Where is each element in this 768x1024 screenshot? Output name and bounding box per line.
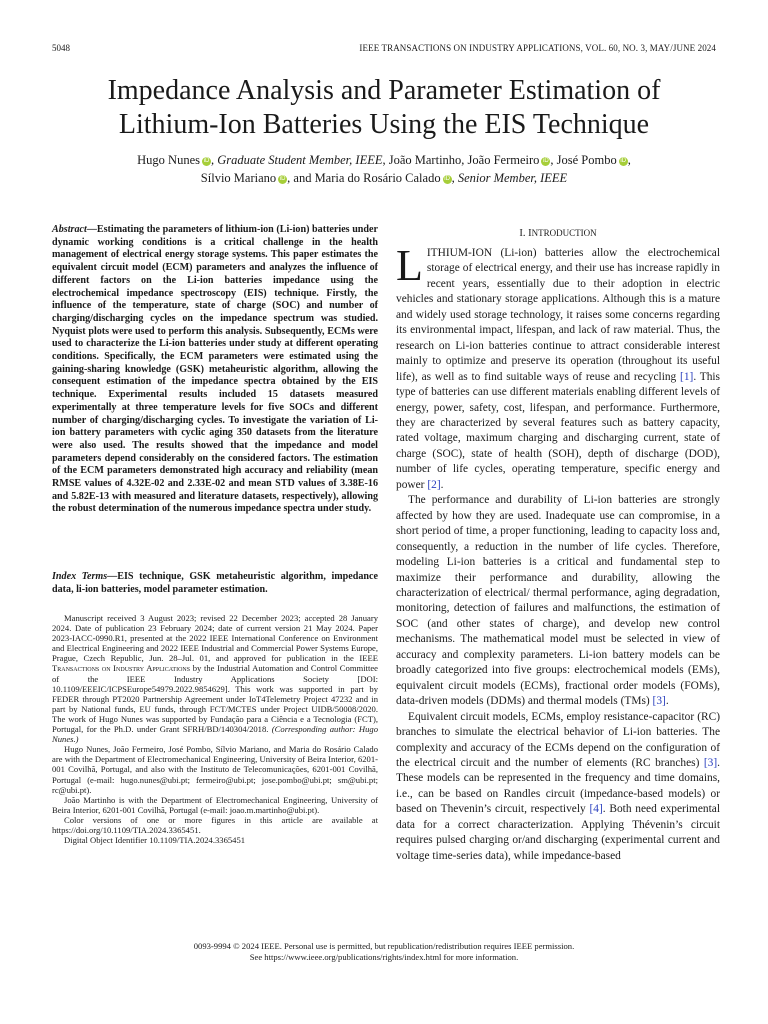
footnote-affiliation: Hugo Nunes, João Fermeiro, José Pombo, Sílvio Mariano, and Maria do Rosário Calado are with the Department of Electromechanical Engineering, University of Beira Interior, 6201-001 Covilhã, Portugal, and also with the Instituto de Telecomunicações, 6201-001 Covilhã, Portugal (e-mail: hugo.nunes@ubi.pt; fermeiro@ubi.pt; jose.pombo@ubi.pt; sm@ubi.pt; rc@ubi.pt). [52,744,378,795]
footnote-color-note: Color versions of one or more figures in this article are available at https://doi.org/10.1109/TIA.2024.3365451. [52,814,378,835]
author-name: , and Maria do Rosário Calado [287,171,441,185]
index-terms [52,571,378,596]
copyright-line: 0093-9994 © 2024 IEEE. Personal use is permitted, but republication/redistribution requires IEEE permission. [193,941,575,951]
paragraph [396,493,720,709]
index-terms-text: EIS technique, GSK metaheuristic algorithm, impedance data, li-ion batteries, model parameter estimation. [52,571,378,595]
section-title-initial: I [528,228,532,239]
paragraph-text: Equivalent circuit models, ECMs, employ resistance-capacitor (RC) branches to simulate the electrical behavior of Li-ion batteries. The complexity and accuracy of the ECMs depend on the configuration of the electrical circuit and the number of elements (RC branches) [396,710,720,769]
journal-header: IEEE TRANSACTIONS ON INDUSTRY APPLICATIONS, VOL. 60, NO. 3, MAY/JUNE 2024 [359,43,716,53]
rights-line: See https://www.ieee.org/publications/rights/index.html for more information. [249,951,519,962]
paragraph-text: (Li-ion) batteries allow the electrochemical storage of electrical energy, and their use has increase rapidly in recent years, essentially due to their adoption in electric vehicles and stationary storage applications. Although this is a mature and widely used storage technology, it raises some concerns regarding its environmental impact, lifespan, and lack of raw material. Thus, the research on Li-ion batteries continue to attract considerable interest mainly to optimize and preserve its operation (throughout its useful life), as well as to find suitable ways of reuse and recycling [396,247,720,383]
orcid-icon[interactable]: iD [444,176,450,182]
copyright-footer [52,941,716,962]
citation-link[interactable]: [3] [703,756,718,769]
author-name: Hugo Nunes [137,153,200,167]
paragraph-text: . [665,695,669,708]
citation-link[interactable]: [4] [589,803,603,816]
paragraph [396,241,720,493]
author-list [52,151,716,187]
author-membership: , Graduate Student Member, IEEE [210,153,383,167]
paragraph-text: . This type of batteries can use different materials enabling different levels of energy, power, safety, cost, lifespan, and performance. Furthermore, they are characterized by several features such as battery capacity, rated voltage, maximum charging and discharging current, state of charge (SOC), state of health (SOH), depth of discharge (DOD), number of life cycles, operating temperature, specific energy and power [396,370,720,491]
abstract-text: Estimating the parameters of lithium-ion (Li-ion) batteries under dynamic working conditions is a critical challenge in the health management of electrical energy storage systems. This paper estimates the equivalent circuit model (ECM) parameters and analyzes the influence of different factors on the Li-ion batteries impedance using the electrochemical impedance spectroscopy (EIS) technique. Firstly, the influence of the temperature, state of charge (SOC) and number of charging/discharging cycles on the impedance spectrum was studied. Nyquist plots were used to perform this analysis. Subsequently, ECMs were used to characterize the Li-ion batteries under study at different operating conditions. Specifically, the ECM parameters were estimated using the gaining-sharing knowledge (GSK) metaheuristic algorithm, allowing the consequent estimation of the impedance spectra obtained by the EIS technique. Experimental results included 15 datasets measured experimentally at three temperature levels for five SOCs and different number of charging/discharging cycles. To investigate the variation of Li-ion battery parameters with cyclic aging 350 datasets from the literature were also used. The results showed that the impedance and model parameters depend considerably on the considered factors. The estimation of the ECM parameters demonstrated high accuracy and reliability (mean RMSE values of 4.32E-02 and 2.33E-02 and mean STD values of 3.38E-16 and 5.82E-13 with measured and literature datasets, respectively), allowing the robust determination of the numerous impedance spectra under study. [52,224,378,515]
citation-link[interactable]: [2] [427,478,441,491]
footnote-manuscript [52,613,378,744]
paragraph [396,710,720,865]
orcid-icon[interactable]: iD [279,176,286,182]
citation-link[interactable]: [3] [652,695,666,708]
corresponding-author: (Corresponding author: Hugo Nunes.) [52,724,378,745]
footnote-text: by the Industrial Automation and Control Committee of the IEEE Industry Applications Society [DOI: 10.1109/EEEIC/ICPSEurope54979.2022.9854629]. This work was supported in part by FEDER through PT2020 Partnership Agreement under IoT4Telemetry Project 47232 and in part by National funds, EU funds, through FCT/MCTES under Project UIDB/50008/2020. The work of Hugo Nunes was supported by Fundação para a Ciência e a Tecnologia (FCT), Portugal, for the Ph.D. under Grant SFRH/BD/140304/2018. [52,663,378,735]
introduction-body [396,241,720,864]
author-name: Sílvio Mariano [200,171,277,185]
section-heading [396,228,720,239]
section-title: NTRODUCTION [531,228,597,238]
abstract [52,224,378,516]
author-line-1 [52,151,716,169]
footnote-doi: Digital Object Identifier 10.1109/TIA.2024.3365451 [64,835,246,846]
orcid-icon[interactable]: iD [203,158,210,164]
abstract-dash: — [86,224,97,235]
paragraph-text: . These models can be represented in the frequency and time domains, i.e., can be based on Randles circuit (impedance-based models) or based on Thevenin’s circuit, respectively [396,756,720,816]
title-line-1: Impedance Analysis and Parameter Estimation of [107,75,661,106]
paragraph-text: . Both need experimental data for a correct characterization. Applying Thévenin’s circuit requires pulsed charging or/and discharging (experimental current and voltage time-series data), while impedance-based [396,803,720,862]
footnote-affiliation: João Martinho is with the Department of Electromechanical Engineering, University of Beira Interior, 6201-001 Covilhã, Portugal (e-mail: joao.m.martinho@ubi.pt). [52,794,378,815]
paper-title [52,74,716,142]
author-separator: , [627,153,631,167]
lead-caps: ITHIUM-ION [426,247,493,259]
index-terms-label: Index Terms [52,571,108,582]
page-number: 5048 [52,43,70,53]
author-membership: , Senior Member, IEEE [451,171,568,185]
paragraph-text: . [440,478,444,491]
citation-link[interactable]: [1] [680,370,694,383]
orcid-icon[interactable]: iD [620,158,627,164]
index-terms-dash: — [107,571,118,582]
paragraph-text: The performance and durability of Li-ion batteries are strongly affected by how they are used. Inadequate use can compromise, in a short period of time, a proper functioning, leading to capacity loss and, consequently, a reduction in the number of life cycles. Therefore, modeling Li-ion batteries is a critical and fundamental step to maximize their performance and durability, allowing the characterization of electrical/ thermal performance, aging degradation, monitoring, detection of failures and malfunctions, the estimation of SOC (and other states of charge), and develop new control mechanisms. The mathematical model must be selected in view of accuracy and complexity parameters. Li-ion battery models can be broadly categorized into five groups: electrochemical models (EMs), equivalent circuit models (ECMs), fractional order models (FOMs), data-driven models (DDMs) and thermal models (TMs) [396,494,720,708]
title-line-2: Lithium-Ion Batteries Using the EIS Technique [118,109,650,140]
section-number: I. [519,228,526,239]
orcid-icon[interactable]: iD [543,158,549,164]
author-line-2 [52,169,716,187]
journal-name: Transactions on Industry Applications [52,663,191,674]
abstract-label: Abstract [52,224,87,235]
footnote-text: Manuscript received 3 August 2023; revised 22 December 2023; accepted 28 January 2024. Date of publication 23 February 2024; date of current version 21 May 2024. Paper 2023-IACC-0990.R1, presented at the 2022 IEEE International Conference on Environment and Electrical Engineering and 2022 IEEE Industrial and Commercial Power Systems Europe, Prague, Czech Republic, Jun. 28–Jul. 01, and approved for publication in the IEEE [52,613,378,664]
author-name: , José Pombo [550,153,617,167]
author-name: , João Martinho, João Fermeiro [382,153,540,167]
drop-cap: L [396,241,423,290]
footnotes [52,613,378,845]
